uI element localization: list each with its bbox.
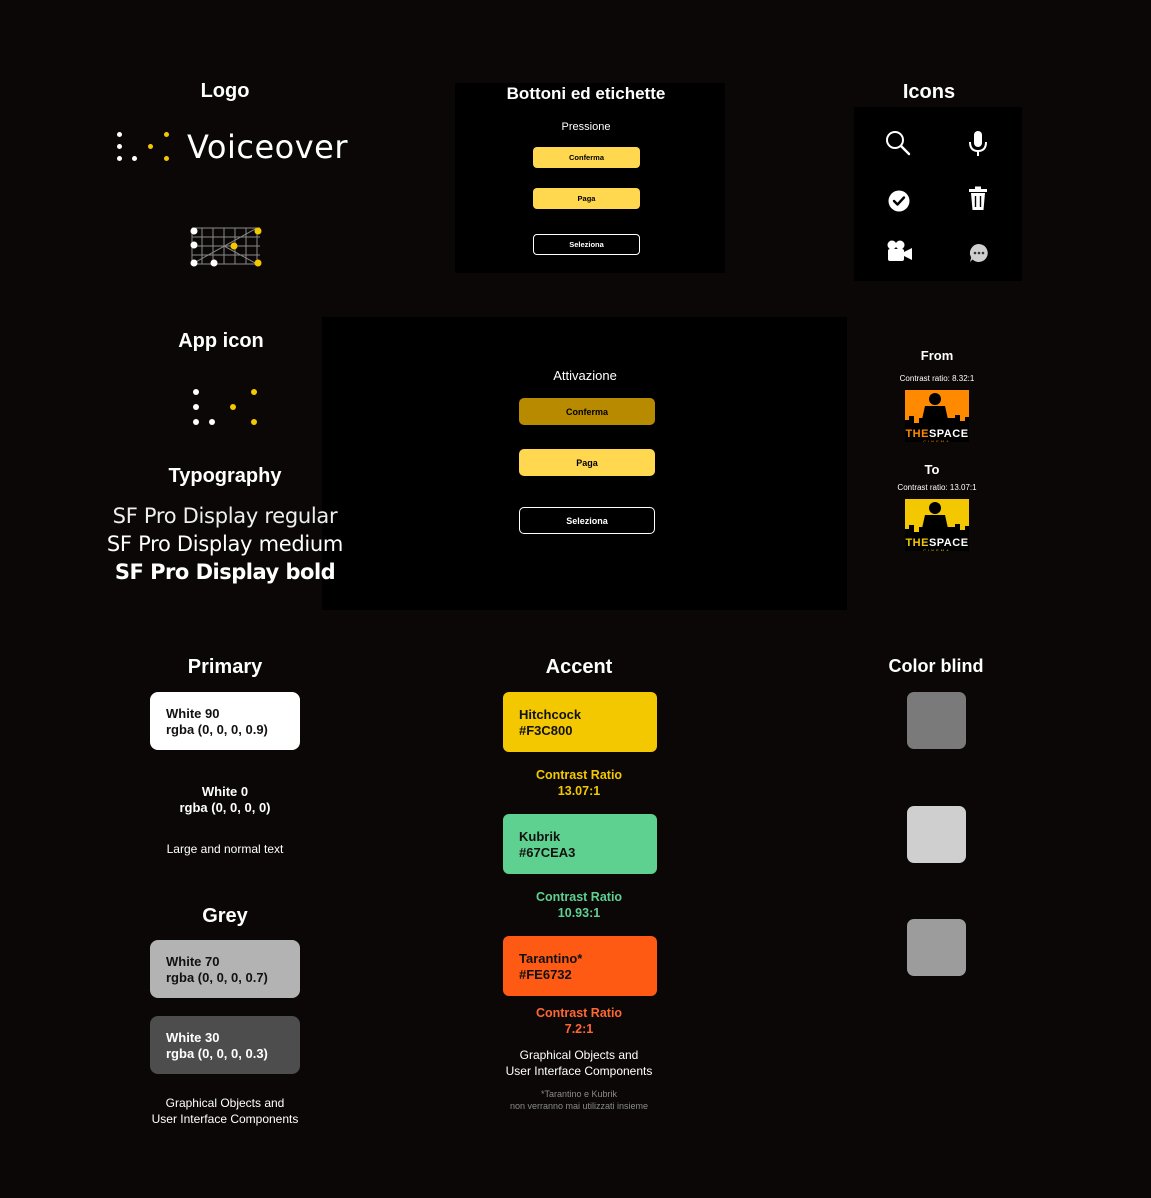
grey-note-line1: Graphical Objects and [165,1096,285,1110]
hitchcock-card [503,692,657,752]
white30-card [150,1016,300,1074]
app-icon-heading: App icon [178,330,264,352]
active-label: Attivazione [553,368,617,383]
poster-the-text: THE [905,537,929,549]
from-label: From [920,348,954,363]
primary-heading: Primary [187,656,263,678]
white30-value: rgba (0, 0, 0, 0.3) [166,1046,268,1061]
kubrik-ratio [479,889,679,921]
tarantino-name: Tarantino* [519,951,583,966]
tarantino-ratio [479,1005,679,1037]
accent-footnote-line2: non verranno mai utilizzati insieme [509,1101,649,1111]
poster-sub-text: CINEMA [923,439,951,442]
confirm-button-active[interactable]: Conferma [519,398,655,425]
tarantino-ratio-label: Contrast Ratio [535,1006,623,1020]
white70-card [150,940,300,998]
buttons-heading: Bottoni ed etichette [506,84,666,103]
color-blind-heading: Color blind [888,656,984,676]
poster-sub-text: CINEMA [923,548,951,551]
accent-note-line2: User Interface Components [505,1064,653,1078]
white90-name: White 90 [166,706,220,721]
poster-the-text: THE [905,428,929,440]
poster-from [905,390,969,442]
tarantino-card [503,936,657,996]
kubrik-hex: #67CEA3 [519,845,576,860]
poster-space-text: SPACE [928,428,969,440]
kubrik-name: Kubrik [519,829,561,844]
typography-bold: SF Pro Display bold [114,560,336,584]
trash-icon[interactable] [967,186,989,212]
hitchcock-ratio-value: 13.07:1 [557,784,601,798]
white30-name: White 30 [166,1030,220,1045]
color-blind-swatch-1 [907,692,966,749]
color-blind-swatch-3 [907,919,966,976]
app-icon-mark [190,386,260,430]
icons-heading: Icons [902,81,956,103]
logo-mark [114,128,154,166]
white90-card [150,692,300,750]
to-ratio: Contrast ratio: 13.07:1 [897,483,977,492]
check-circle-icon[interactable] [887,189,911,213]
typography-medium: SF Pro Display medium [106,532,344,556]
hitchcock-ratio [479,767,679,799]
pay-button-active[interactable]: Paga [519,449,655,476]
logo-heading: Logo [200,80,250,102]
accent-footnote [469,1088,689,1112]
white0-block [125,784,325,816]
tarantino-ratio-value: 7.2:1 [564,1022,594,1036]
accent-heading: Accent [545,656,613,678]
typography-regular: SF Pro Display regular [112,504,338,528]
microphone-icon[interactable] [966,129,990,159]
hitchcock-ratio-label: Contrast Ratio [535,768,623,782]
icons-panel [854,107,1022,281]
poster-space-text: SPACE [928,537,969,549]
white0-value: rgba (0, 0, 0, 0) [179,800,271,815]
chat-bubble-icon[interactable] [968,242,990,264]
hitchcock-name: Hitchcock [519,707,582,722]
white0-name: White 0 [201,784,249,799]
grey-note [115,1095,335,1127]
accent-note-line1: Graphical Objects and [519,1048,639,1062]
hitchcock-hex: #F3C800 [519,723,573,738]
to-label: To [924,462,940,477]
pay-button-pressed[interactable]: Paga [533,188,640,209]
tarantino-hex: #FE6732 [519,967,572,982]
color-blind-swatch-2 [907,806,966,863]
logo-wordmark: Voiceover [187,128,349,166]
video-camera-icon[interactable] [886,239,914,263]
kubrik-card [503,814,657,874]
search-icon[interactable] [884,129,912,157]
poster-to [905,499,969,551]
white70-name: White 70 [166,954,220,969]
accent-footnote-line1: *Tarantino e Kubrik [540,1089,618,1099]
grey-heading: Grey [202,905,248,927]
white90-value: rgba (0, 0, 0, 0.9) [166,722,268,737]
primary-note: Large and normal text [166,842,284,856]
grey-note-line2: User Interface Components [151,1112,299,1126]
pressed-label: Pressione [561,121,611,133]
confirm-button-pressed[interactable]: Conferma [533,147,640,168]
from-ratio: Contrast ratio: 8.32:1 [899,374,975,383]
accent-note [469,1047,689,1079]
kubrik-ratio-value: 10.93:1 [557,906,601,920]
select-button-pressed[interactable]: Seleziona [533,234,640,255]
kubrik-ratio-label: Contrast Ratio [535,890,623,904]
white70-value: rgba (0, 0, 0, 0.7) [166,970,268,985]
typography-heading: Typography [168,465,282,487]
logo-grid-icon [187,225,265,271]
select-button-active[interactable]: Seleziona [519,507,655,534]
